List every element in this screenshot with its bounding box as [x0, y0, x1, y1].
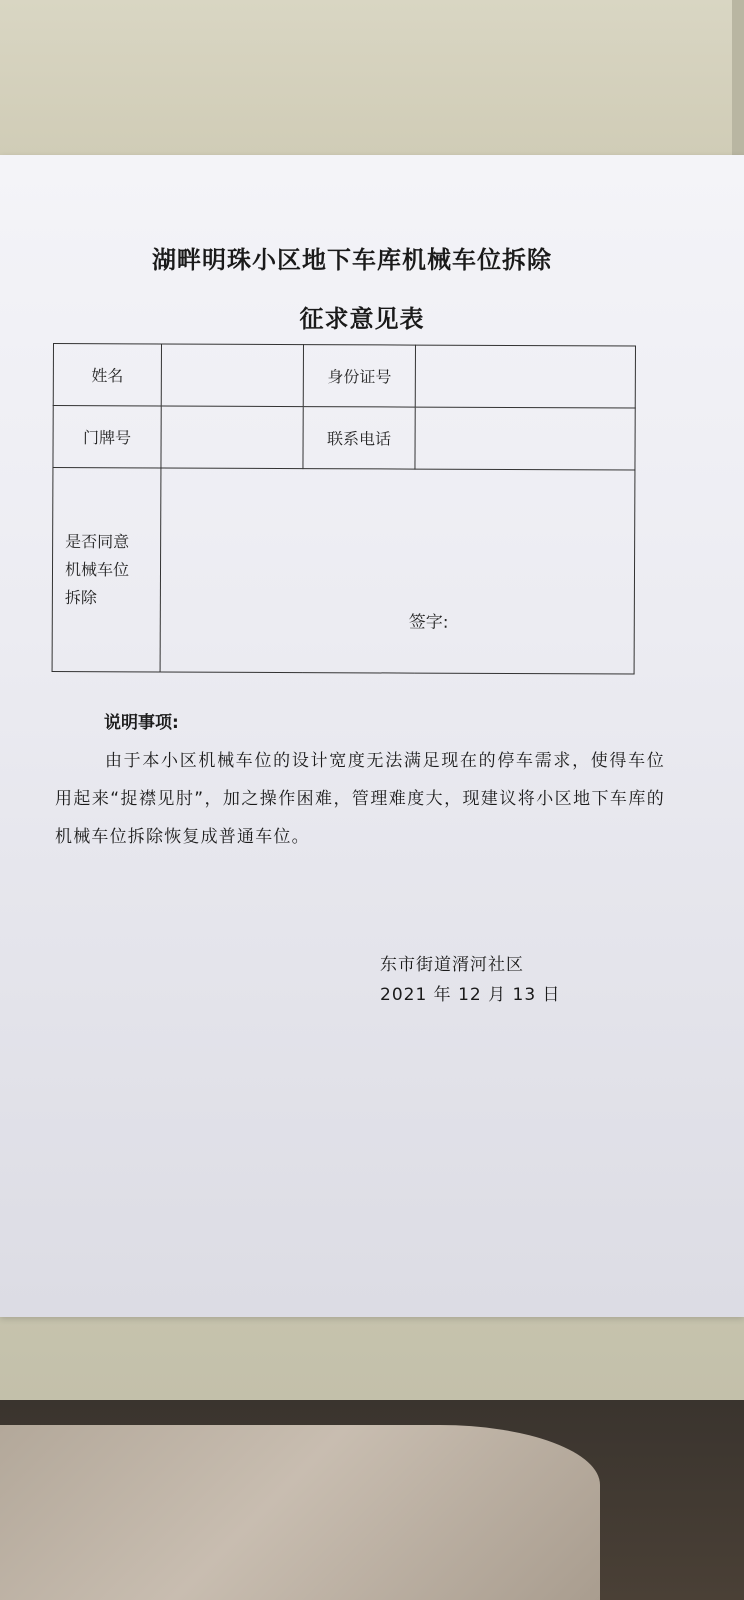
agree-opinion-field[interactable] [160, 468, 635, 674]
id-number-field[interactable] [415, 345, 635, 408]
name-field[interactable] [161, 344, 303, 407]
notes-body: 由于本小区机械车位的设计宽度无法满足现在的停车需求，使得车位用起来“捉襟见肘”，加之操作困难，管理难度大，现建议将小区地下车库的机械车位拆除恢复成普通车位。 [55, 751, 665, 847]
form-row-agreement [52, 468, 635, 675]
agree-label-line3: 拆除 [64, 587, 97, 607]
agree-label-line1: 是否同意 [65, 531, 130, 551]
notes-heading: 说明事项: [104, 713, 179, 733]
name-label: 姓名 [53, 344, 161, 406]
form-row-address [53, 406, 635, 471]
document-subtitle: 征求意见表 [299, 304, 425, 333]
signature-label: 签字: [408, 612, 449, 633]
agree-label [52, 468, 161, 672]
document-title: 湖畔明珠小区地下车库机械车位拆除 [152, 245, 552, 274]
phone-label: 联系电话 [303, 407, 415, 469]
phone-field[interactable] [415, 407, 635, 470]
id-number-label: 身份证号 [303, 345, 415, 407]
agree-label-line2: 机械车位 [64, 559, 130, 579]
door-number-label: 门牌号 [53, 406, 161, 468]
background-desk-top [0, 0, 744, 175]
opinion-form-table [52, 343, 636, 675]
door-number-field[interactable] [161, 406, 303, 469]
issue-date: 2021 年 12 月 13 日 [380, 985, 561, 1005]
issuer-name: 东市街道湑河社区 [380, 955, 524, 975]
background-fabric [0, 1425, 600, 1600]
form-row-name [53, 344, 635, 409]
